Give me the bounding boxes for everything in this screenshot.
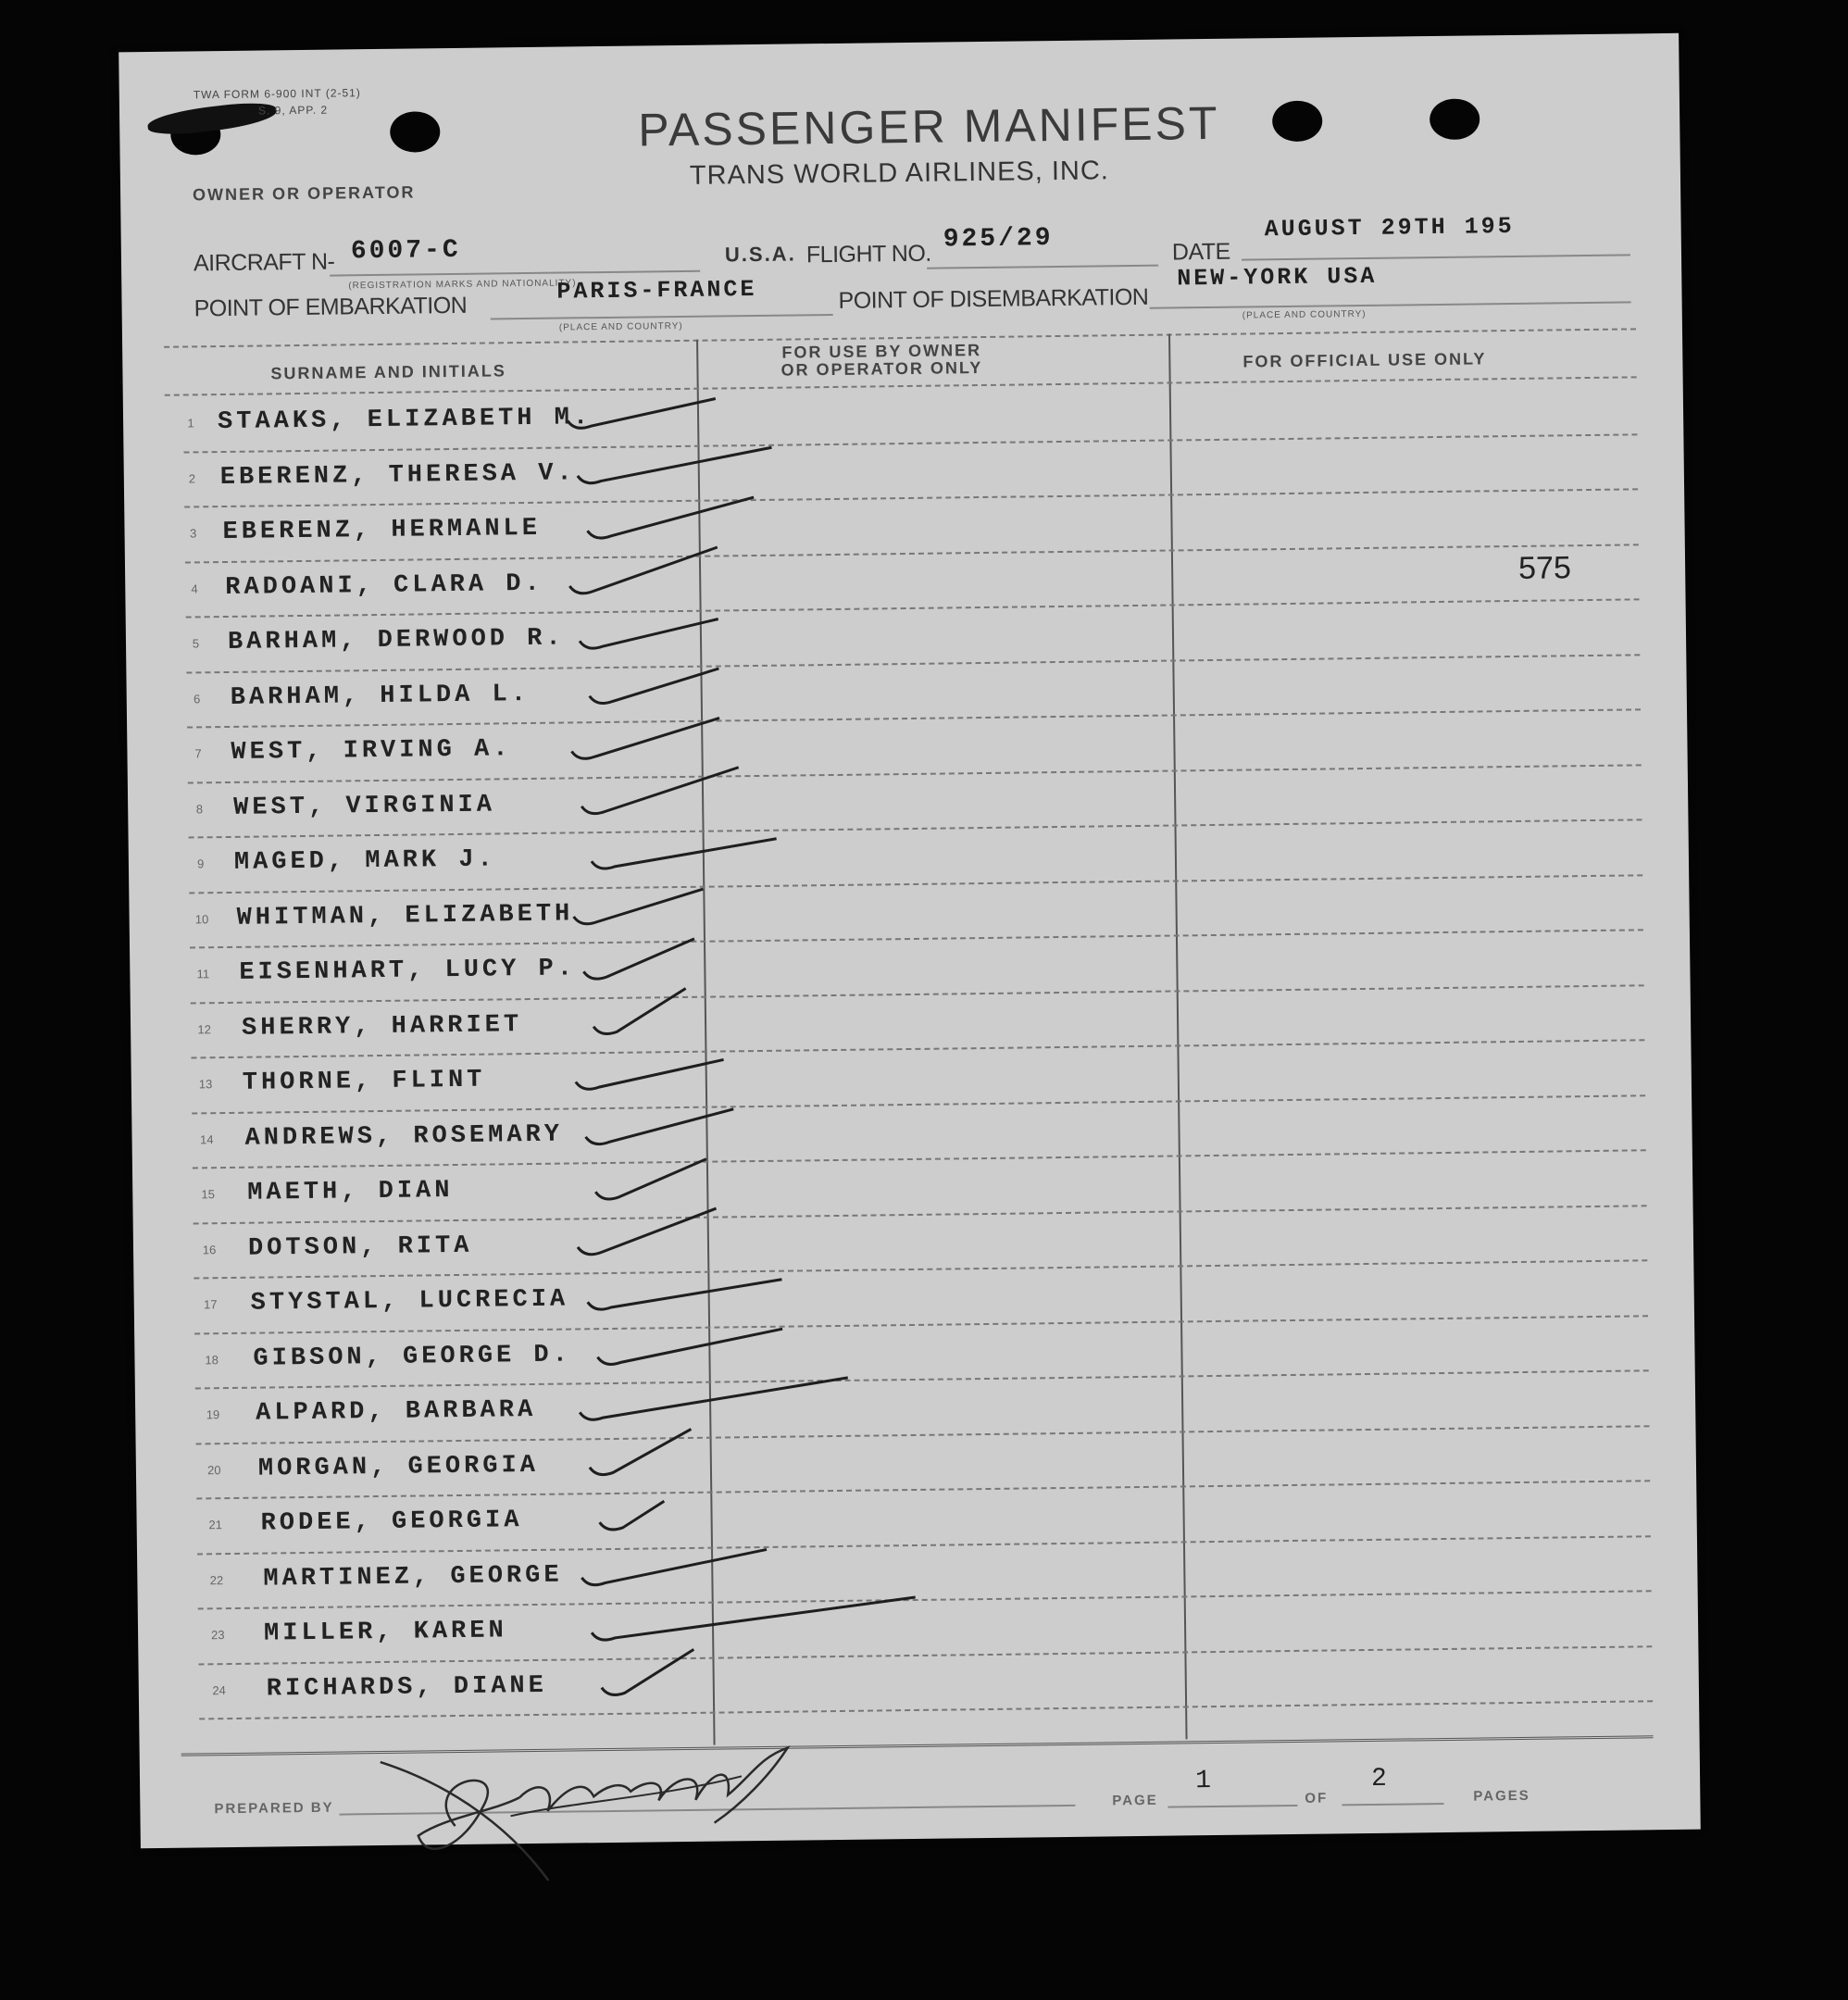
check-mark [581,768,740,814]
check-mark [571,718,720,758]
check-mark [592,1597,916,1640]
passenger-name: RODEE, GEORGIA [260,1506,523,1538]
preparer-signature [361,1719,826,1892]
row-number: 11 [196,967,210,981]
passenger-name: MAETH, DIAN [247,1177,454,1207]
row-number: 2 [188,470,196,485]
passenger-name: SHERRY, HARRIET [241,1010,523,1043]
row-number: 18 [205,1352,219,1367]
row-number: 13 [198,1077,213,1092]
row-number: 4 [191,581,198,595]
aircraft-caption: (REGISTRATION MARKS AND NATIONALITY) [348,278,577,292]
airline-name: TRANS WORLD AIRLINES, INC. [689,156,1110,191]
flight-label-prefix: U.S.A. [724,242,796,267]
check-mark [581,1549,767,1584]
form-number-2: S. 9, APP. 2 [257,103,329,118]
passenger-name: EBERENZ, THERESA V. [219,458,576,492]
passenger-name: ALPARD, BARBARA [256,1395,537,1428]
row-number: 10 [194,911,209,926]
check-mark [583,939,695,979]
row-number: 5 [192,636,200,651]
column-header-owner-line1: FOR USE BY OWNER [781,341,982,362]
page-title: PASSENGER MANIFEST [637,96,1220,156]
row-number: 14 [200,1131,214,1146]
check-mark [576,1059,724,1089]
passenger-name: GIBSON, GEORGE D. [253,1341,572,1373]
row-number: 17 [204,1297,218,1312]
check-mark [577,447,771,483]
row-number: 9 [197,856,205,871]
passenger-name: MARTINEZ, GEORGE [263,1561,563,1594]
official-use-value: 575 [1517,549,1572,586]
manifest-sheet [119,33,1701,1848]
check-mark [578,1208,718,1255]
check-mark [599,1501,664,1530]
check-marks [119,33,1701,1848]
check-mark [595,1159,707,1199]
passenger-name: ANDREWS, ROSEMARY [244,1120,564,1153]
prepared-by-label: PREPARED BY [214,1799,334,1818]
date-value: AUGUST 29TH 195 [1264,212,1515,244]
column-header-names: SURNAME AND INITIALS [270,361,506,383]
check-mark [597,1329,782,1364]
passenger-name: WHITMAN, ELIZABETH [236,899,574,932]
check-mark [569,547,718,594]
check-mark [589,1429,692,1474]
row-number: 6 [194,691,201,706]
passenger-name: EISENHART, LUCY P. [239,955,577,987]
owner-operator-label: OWNER OR OPERATOR [192,182,416,205]
of-label: OF [1305,1790,1329,1806]
check-mark [589,669,718,704]
passenger-name: MILLER, KAREN [263,1617,507,1648]
passenger-name: RADOANI, CLARA D. [225,569,543,602]
check-mark [587,497,754,538]
passenger-name: STAAKS, ELIZABETH M. [217,404,593,437]
check-mark [601,1649,694,1694]
page-number: 1 [1194,1767,1215,1796]
page-label: PAGE [1112,1792,1158,1809]
page-total: 2 [1370,1764,1391,1794]
passenger-name: MAGED, MARK J. [233,845,496,877]
row-number: 15 [201,1187,216,1202]
row-number: 1 [187,416,194,431]
row-number: 7 [194,746,202,761]
row-number: 20 [206,1462,221,1477]
form-number: TWA FORM 6-900 INT (2-51) [193,86,361,102]
embark-label: POINT OF EMBARKATION [194,292,468,322]
check-mark [585,1109,733,1144]
disembark-label: POINT OF DISEMBARKATION [838,283,1149,314]
embark-caption: (PLACE AND COUNTRY) [558,320,683,333]
row-number: 22 [209,1572,224,1587]
passenger-name: DOTSON, RITA [247,1231,473,1263]
flight-value: 925/29 [943,224,1054,255]
check-mark [587,1280,781,1310]
row-number: 24 [212,1682,226,1697]
check-mark [568,399,716,429]
check-mark [593,988,687,1033]
date-label: DATE [1171,238,1230,266]
passenger-name: STYSTAL, LUCRECIA [250,1285,569,1318]
row-number: 16 [202,1242,217,1256]
row-number: 12 [197,1021,212,1036]
passenger-name: BARHAM, HILDA L. [230,680,531,712]
column-header-official: FOR OFFICIAL USE ONLY [1242,349,1487,371]
check-mark [580,1378,848,1420]
passenger-name: BARHAM, DERWOOD R. [227,624,565,656]
passenger-name: MORGAN, GEORGIA [257,1451,540,1483]
row-number: 8 [195,801,204,816]
row-number: 23 [210,1628,225,1643]
aircraft-label: AIRCRAFT N- [193,248,335,277]
row-number: 19 [206,1407,220,1422]
passenger-name: THORNE, FLINT [242,1066,486,1097]
passenger-name: EBERENZ, HERMANLE [222,514,542,547]
pages-label: PAGES [1473,1787,1530,1805]
check-mark [573,889,703,924]
row-number: 3 [190,526,197,541]
disembark-value: NEW-YORK USA [1177,262,1378,293]
column-header-owner-line2: OR OPERATOR ONLY [780,357,983,380]
embark-value: PARIS-FRANCE [556,275,757,306]
passenger-name: WEST, VIRGINIA [233,790,496,822]
passenger-name: RICHARDS, DIANE [266,1671,548,1704]
flight-label: FLIGHT NO. [805,240,931,269]
check-mark [592,839,777,869]
row-number: 21 [208,1518,222,1532]
check-mark [580,619,718,649]
passenger-name: WEST, IRVING A. [231,735,512,767]
disembark-caption: (PLACE AND COUNTRY) [1242,308,1367,321]
aircraft-value: 6007-C [350,235,461,267]
